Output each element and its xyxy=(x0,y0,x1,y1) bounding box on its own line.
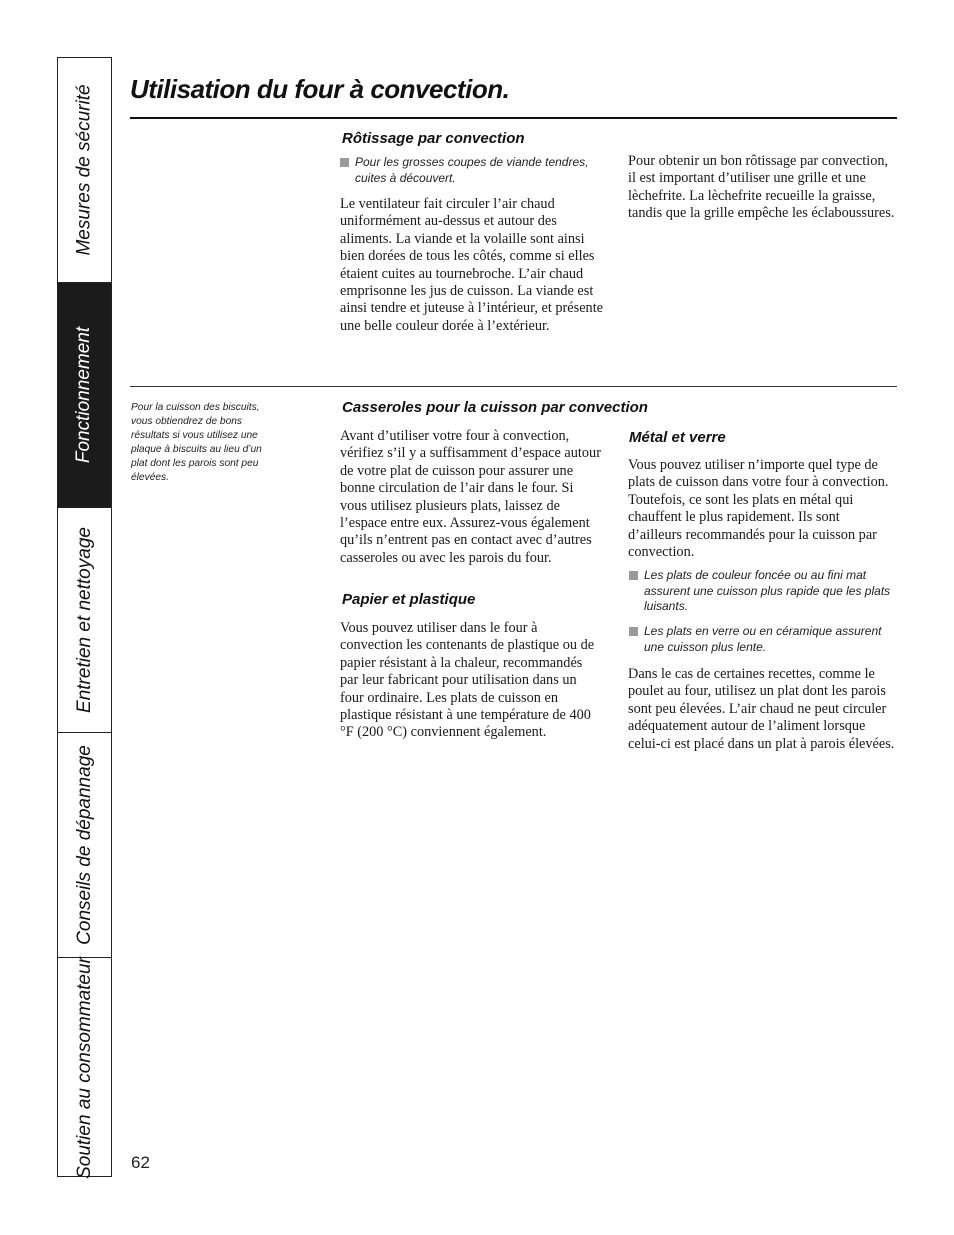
tab-fonctionnement[interactable] xyxy=(58,283,111,508)
page-number: 62 xyxy=(131,1153,150,1172)
tab-label: Mesures de sécurité xyxy=(73,84,95,256)
metal-heading: Métal et verre xyxy=(629,429,726,446)
title-rule xyxy=(130,117,897,119)
bullet-text: Les plats de couleur foncée ou au fini mat assurent une cuisson plus rapide que les plats luisants. xyxy=(644,568,891,613)
tab-mesures-de-securite[interactable] xyxy=(58,58,111,283)
metal-bullet-2 xyxy=(629,624,891,655)
bullet-text: Pour les grosses coupes de viande tendres, cuites à découvert. xyxy=(355,155,589,185)
side-note: Pour la cuisson des biscuits, vous obtiendrez de bons résultats si vous utilisez une plaque à biscuits au lieu d’un plat dont les parois sont peu élevées. xyxy=(131,402,262,483)
page-title: Utilisation du four à convection. xyxy=(130,74,510,104)
bullet-square-icon xyxy=(340,158,349,167)
bullet-square-icon xyxy=(629,627,638,636)
tab-entretien-et-nettoyage[interactable] xyxy=(58,508,111,733)
tab-label: Conseils de dépannage xyxy=(73,745,95,945)
metal-footer-paragraph: Dans le cas de certaines recettes, comme le poulet au four, utilisez un plat dont les parois sont peu élevées. L’air chaud ne peut circuler adéquatement autour de l’aliment lorsque celui-ci est placé dans un plat à parois élevées. xyxy=(628,666,895,752)
roasting-paragraph-1: Le ventilateur fait circuler l’air chaud uniformément au-dessus et autour des aliments. La viande et la volaille sont ainsi bien dorées de tous les côtés, comme si elles étaient cuites au tournebroche. L’air chaud emprisonne les jus de cuisson. La viande est ainsi tendre et juteuse à l’intérieur, et présente une belle couleur dorée à l’extérieur. xyxy=(340,196,604,334)
bullet-text: Les plats en verre ou en céramique assurent une cuisson plus lente. xyxy=(644,624,882,654)
section-tabs xyxy=(57,57,112,1177)
cookware-intro: Avant d’utiliser votre four à convection, vérifiez s’il y a suffisamment d’espace autour de votre plat de cuisson pour assurer une bonne circulation de l’air dans le four. Si vous utilisez plusieurs plats, laissez de l’espace entre eux. Assurez-vous également qu’ils n’entrent pas en contact avec d’autres casseroles ou avec les parois du four. xyxy=(340,428,601,566)
tab-conseils-de-depannage[interactable] xyxy=(58,733,111,958)
bullet-square-icon xyxy=(629,571,638,580)
metal-paragraph: Vous pouvez utiliser n’importe quel type de plats de cuisson dans votre four à convection. Toutefois, ce sont les plats en métal qui chauffent le plus rapidement. Ils sont d’ailleurs recommandés pour la cuisson par convection. xyxy=(628,457,889,561)
roasting-bullet xyxy=(340,155,600,186)
paper-paragraph: Vous pouvez utiliser dans le four à convection les contenants de plastique ou de papier résistant à la chaleur, recommandés par leur fabricant pour utilisation dans un four ordinaire. Les plats de cuisson en plastique résistant à une température de 400 °F (200 °C) conviennent également. xyxy=(340,620,595,741)
tab-label: Soutien au consommateur xyxy=(73,957,95,1179)
paper-heading: Papier et plastique xyxy=(342,591,476,608)
metal-bullet-1 xyxy=(629,568,891,615)
roasting-paragraph-2: Pour obtenir un bon rôtissage par convection, il est important d’utiliser une grille et une lèchefrite. La lèchefrite recueille la graisse, tandis que la grille empêche les éclaboussures. xyxy=(628,153,895,222)
roasting-heading: Rôtissage par convection xyxy=(342,130,525,147)
tab-label: Fonctionnement xyxy=(73,326,95,464)
cookware-heading: Casseroles pour la cuisson par convection xyxy=(342,399,648,416)
tab-label: Entretien et nettoyage xyxy=(73,527,95,713)
tab-soutien-au-consommateur[interactable] xyxy=(58,958,111,1178)
section-divider xyxy=(130,386,897,387)
